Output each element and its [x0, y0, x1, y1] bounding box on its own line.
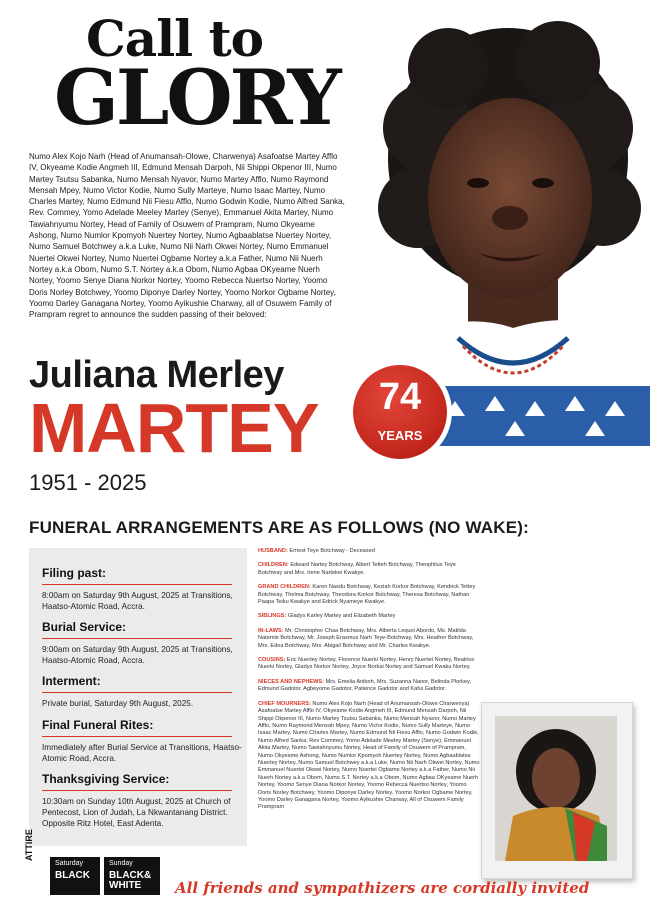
final-rites-details: Immediately after Burial Service at Transitions, Haatso-Atomic Road, Accra. [42, 743, 242, 763]
divider [42, 790, 232, 791]
deceased-surname: MARTEY [29, 389, 319, 467]
family-label: NIECES AND NEPHEWS: [258, 678, 324, 685]
deceased-first-names: Juliana Merley [29, 354, 284, 396]
family-text: Ernest Teye Botchway - Deceased [289, 548, 375, 554]
interment-title: Interment: [42, 674, 101, 688]
family-children [258, 562, 480, 577]
family-label: GRAND CHILDREN: [258, 584, 311, 591]
divider [42, 584, 232, 585]
sunday-label: Sunday [109, 860, 133, 867]
saturday-label: Saturday [55, 860, 84, 867]
framed-photo [495, 716, 617, 861]
family-text: Edward Nartey Botchway, Albert Tetteh Botchway, Theophilus Teye Botchway and Mrs. Irene Nartekei Kwakye. [258, 562, 456, 576]
family-nieces-nephews [258, 679, 480, 694]
final-rites-title: Final Funeral Rites: [42, 718, 154, 732]
saturday-colour: BLACK [55, 870, 90, 881]
age-number: 74 [378, 376, 422, 418]
age-label: YEARS [377, 428, 423, 443]
arrangements-heading: FUNERAL ARRANGEMENTS ARE AS FOLLOWS (NO WAKE): [29, 518, 529, 537]
divider [42, 692, 232, 693]
family-text: Mr. Christopher Chaa Botchway, Mrs. Alberta Lequoi Abordo, Ms. Matilda Natemle Botchway, Mr. Joseph Erasmus Narh Teye-Botchway, Mrs. Heather Botchway, Mrs. Edna Botchway, Mrs. Abigail Botchway and Mr. Charles Kwakye. [258, 627, 474, 649]
family-list [258, 548, 480, 819]
family-grandchildren [258, 584, 480, 606]
attire-saturday-box [50, 857, 100, 895]
invitation-text: All friends and sympathizers are cordially invited [175, 879, 590, 897]
family-text: Mrs. Emelia Aniboh, Mrs. Suzanna Nanor, Belinda Plorkey, Edmund Gadotor, Agbeyome Gadotor, Patience Gadotor and Kafui Gadotor. [258, 678, 471, 693]
family-in-laws [258, 628, 480, 650]
title-glory: GLORY [54, 53, 339, 142]
family-siblings [258, 613, 480, 620]
family-label: SIBLINGS: [258, 613, 287, 620]
attire-label: ATTIRE [24, 829, 34, 861]
family-label: CHILDREN: [258, 562, 289, 569]
family-chief-mourners [258, 701, 480, 812]
divider [42, 638, 232, 639]
family-text: Gladys Karley Martey and Elizabeth Martey [287, 613, 396, 620]
filing-past-details: 8:00am on Saturday 9th August, 2025 at Transitions, Haatso-Atomic Road, Accra. [42, 591, 233, 611]
family-text: Karen Nasdu Botchway, Keziah Korkor Botchway, Kendrick Tettey Botchway, Thelma Botchway, Theodora Korkor Botchway, Theresa Botchway, Nathan Paapa Teiku Kwakye and Edrick Nyameye Kwakye. [258, 584, 476, 606]
family-label: IN-LAWS: [258, 627, 284, 634]
attire-sunday-box [104, 857, 160, 895]
family-cousins [258, 657, 480, 672]
family-label: HUSBAND: [258, 548, 288, 554]
burial-service-details: 9:00am on Saturday 9th August, 2025 at Transitions, Haatso-Atomic Road, Accra. [42, 645, 233, 665]
family-text: Numo Alex Kojo Narh (Head of Anumansah-Olowe Charwenya) Asafoatse Martey Afflo IV, Okyeame Kodie Angmeh III, Edmund Mensah Darpoh, Nii Shippi Okpenor III, Numo Martey Tsutsu Sabanka, Numo Mensah Nyavor, Numo Martey Afflo, Numo Raymond Mensah Mpey, Numo Victor Kodie, Numo Sully Marteye, Numo Isaac Martey, Numo Charles Martey, Numo Edmund Nii Fiesu Afflo, Numo Godwin Kodie, Numo Alfred Sanka, Rev Commey, Yomo Adelade Meeley Martey (Senye), Emmanuel Akita Martey, Numo Tawiahnyumu Nortey, Head of Family of Osuwem of Prampram, Numo Okyeame Ashong, Numo Numlor Kpomyoh Nuertey Nortey, Numo Agbaablatse Nuertey Nortey, Numo Samuel Botchwey a.k.a Luke, Numo Nii Narh Okwei Nortey, Numo Emmanuel Nuertei Okwei Nortey, Numo Nuertei Ogbame Nortey a.k.a Father, Numo Nii Nuerh Nortey a.k.a Obom, Numo S.T. Nortey a.k.a Obom, Numo Agbaa OKyeame Nuerh Nortey, Yoomo Senye Diana Norkor Nortey, Yoomo Rebecca Nuertso Nortey, Yoomo Doris Norley Botchwey, Yoomo Diponye Darley Nortey, Yoomo Norkor Ogbame Nortey, Yoomo Darley Ganagana Nortey, Yoomo Ayikushie Charway, All of Osuwem Family Prampram [258, 700, 480, 811]
family-husband [258, 548, 480, 555]
sunday-colour: BLACK& WHITE [109, 870, 152, 891]
thanksgiving-title: Thanksgiving Service: [42, 772, 170, 786]
interment-details: Private burial, Saturday 9th August, 2025. [42, 699, 194, 708]
divider [42, 736, 232, 737]
family-label: CHIEF MOURNERS: [258, 700, 311, 707]
family-label: COUSINS: [258, 657, 286, 664]
thanksgiving-details: 10:30am on Sunday 10th August, 2025 at Church of Pentecost, Lion of Judah, La Nkwantanang District. Opposite Ritz Hotel, East Adenta. [42, 797, 231, 828]
filing-past-title: Filing past: [42, 566, 106, 580]
burial-service-title: Burial Service: [42, 620, 127, 634]
title-call-to: Call to [86, 9, 264, 68]
deceased-years: 1951 - 2025 [29, 470, 147, 495]
intro-paragraph: Numo Alex Kojo Narh (Head of Anumansah-Olowe, Charwenya) Asafoatse Martey Afflo IV, Okyeame Kodie Angmeh III, Edmund Mensah Darpoh, Nii Shippi Okpenor III, Numo Martey Tsutsu Sabanka, Numo Mensah Nyavor, Numo Martey Afflo, Numo Raymond Mensah Mpey, Numo Victor Kodie, Numo Sully Marteye, Numo Isaac Martey, Numo Charles Martey, Numo Edmund Nii Fiesu Afflo, Numo Godwin Kodie, Numo Alfred Sanka, Rev. Commey, Yomo Adelade Meeley Martey (Senye), Emmanuel Akita Martey, Numo Tawiahnyumu Nortey, Head of Family of Osuwem of Prampram, Numo Okyeame Ashong, Numo Numlor Kpomyoh Nuertey Nortey, Numo Agbaablatse Nuertey Nortey, Numo Samuel Botchwey a.k.a Luke, Numo Nii Narh Okwei Nortey, Numo Emmanuel Nuertei Okwei Nortey, Numo Nuertei Ogbame Nortey a.k.a Father, Numo Nii Nuerh Nortey a.k.a Obom, Numo S.T. Nortey a.k.a Obom, Numo Agbaa OKyeame Nuerh Nortey, Yoomo Senye Diana Norkor Nortey, Yoomo Rebecca Nuertso Nortey, Yoomo Doris Norley Botchwey, Yoomo Diponye Darley Nortey, Yoomo Norkor Ogbame Nortey, Yoomo Darley Ganagana Nortey, Yoomo Ayikushie Charway, all of Osuwem Family of Prampram regret to announce the sudden passing of their beloved: [29, 152, 345, 320]
family-text: Eric Nuertey Nortey, Florence Nuerki Nortey, Henry Nuertei Nortey, Beatrice Nuerki Nortey, Gladys Norkor Nortey, Joyce Norkai Nortey and Samuel Kwaku Nortey. [258, 657, 475, 671]
